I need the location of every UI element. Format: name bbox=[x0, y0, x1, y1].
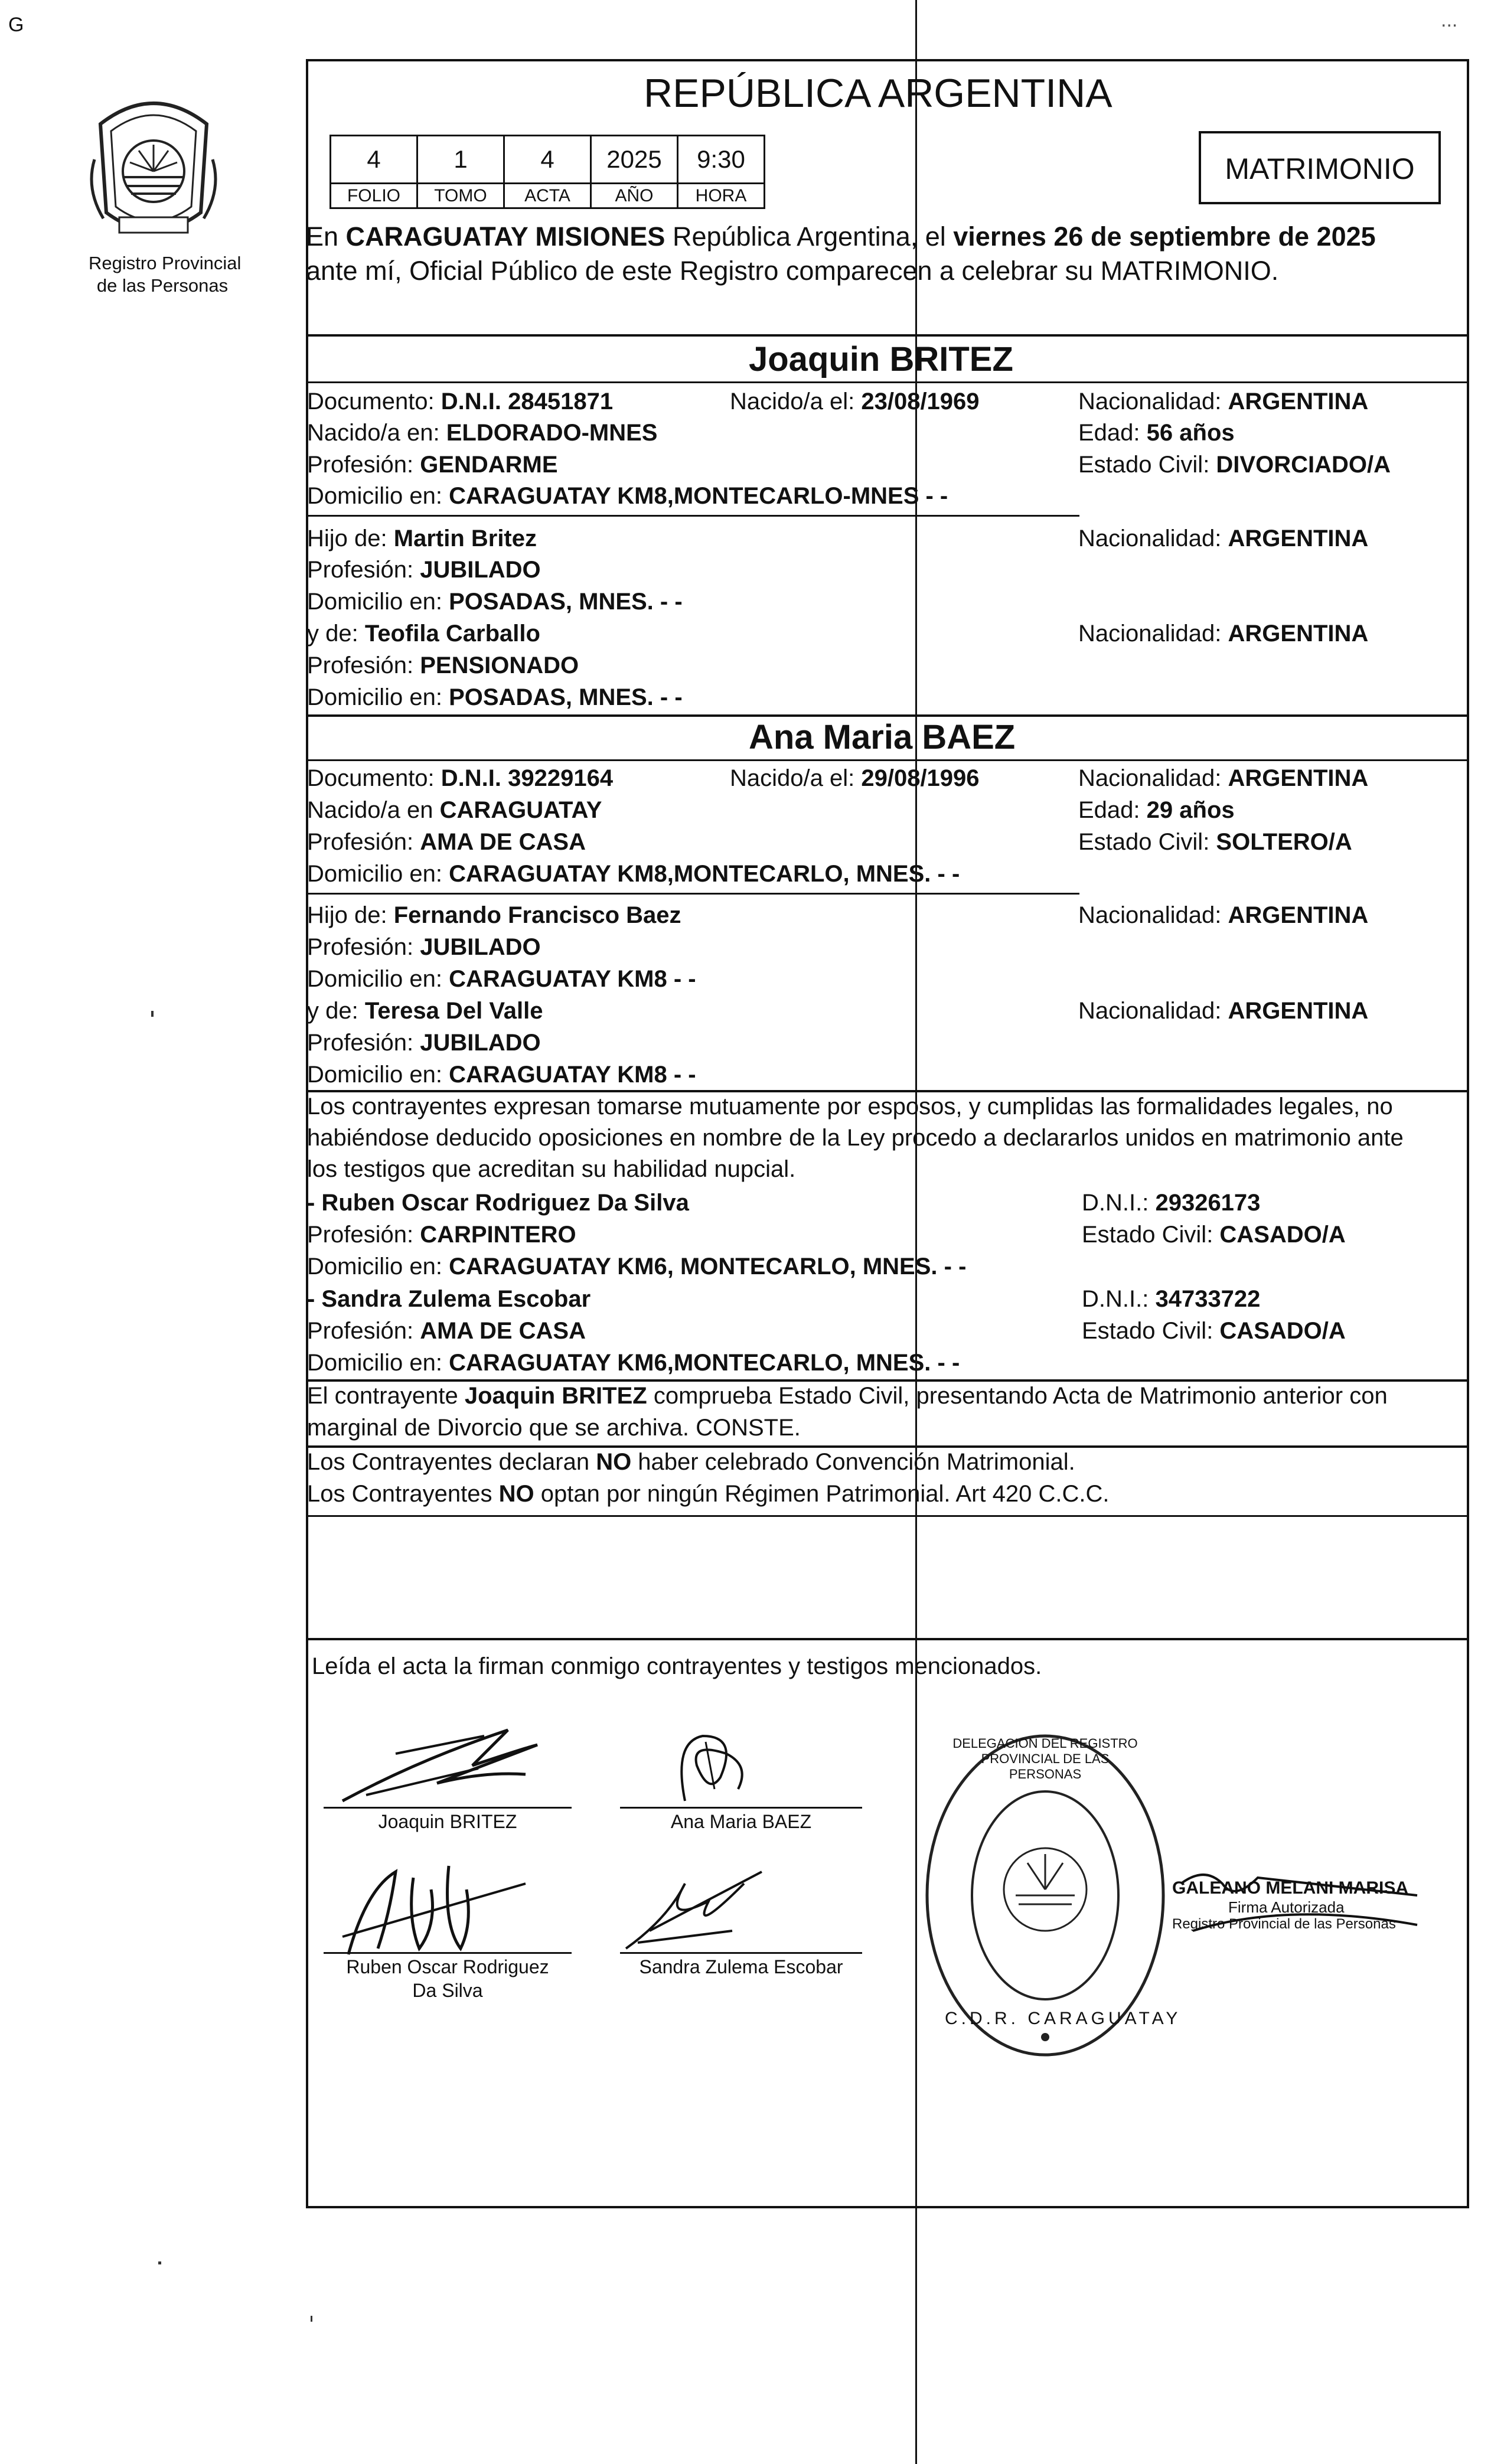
hora-label: HORA bbox=[677, 182, 765, 209]
divider bbox=[306, 515, 1079, 517]
witness-1-civil-status: Estado Civil: CASADO/A bbox=[1082, 1222, 1346, 1248]
groom-father-profession: Profesión: JUBILADO bbox=[307, 557, 541, 583]
registry-name-line1: Registro Provincial bbox=[89, 253, 242, 273]
stray-mark bbox=[158, 2261, 161, 2264]
groom-mother-profession: Profesión: PENSIONADO bbox=[307, 652, 579, 678]
divorce-note-line-2: marginal de Divorcio que se archiva. CONSTE. bbox=[307, 1415, 801, 1441]
anio-label: AÑO bbox=[590, 182, 678, 209]
corner-mark-right: ... bbox=[1441, 9, 1458, 31]
bride-nationality: Nacionalidad: ARGENTINA bbox=[1078, 765, 1369, 791]
bride-signature bbox=[650, 1718, 768, 1807]
bride-father-domicile: Domicilio en: CARAGUATAY KM8 - - bbox=[307, 966, 696, 992]
convention-line-1: Los Contrayentes declaran NO haber celebrado Convención Matrimonial. bbox=[307, 1449, 1075, 1475]
groom-civil-status: Estado Civil: DIVORCIADO/A bbox=[1078, 452, 1391, 478]
witness-1-name: - Ruben Oscar Rodriguez Da Silva bbox=[307, 1190, 689, 1216]
groom-age: Edad: 56 años bbox=[1078, 420, 1235, 446]
witness-1-profession: Profesión: CARPINTERO bbox=[307, 1222, 576, 1248]
groom-signature-name: Joaquin BRITEZ bbox=[378, 1811, 517, 1832]
declaration-line-3: los testigos que acreditan su habilidad nupcial. bbox=[307, 1156, 796, 1182]
witness-2-profession: Profesión: AMA DE CASA bbox=[307, 1318, 586, 1344]
groom-birthplace: Nacido/a en: ELDORADO-MNES bbox=[307, 420, 658, 446]
official-registry: Registro Provincial de las Personas bbox=[1172, 1916, 1396, 1932]
groom-birth-date: Nacido/a el: 23/08/1969 bbox=[730, 389, 980, 415]
convention-line-2: Los Contrayentes NO optan por ningún Régimen Patrimonial. Art 420 C.C.C. bbox=[307, 1481, 1110, 1507]
closing-statement: Leída el acta la firman conmigo contrayentes y testigos mencionados. bbox=[312, 1653, 1042, 1679]
groom-father-nationality: Nacionalidad: ARGENTINA bbox=[1078, 526, 1369, 551]
witness-1-signature-name-line1: Ruben Oscar Rodriguez bbox=[346, 1956, 549, 1977]
corner-mark-left: G bbox=[8, 14, 24, 36]
intro-line-2: ante mí, Oficial Público de este Registro comparecen a celebrar su MATRIMONIO. bbox=[306, 256, 1279, 286]
witness-1-dni: D.N.I.: 29326173 bbox=[1082, 1190, 1261, 1216]
official-title: Firma Autorizada bbox=[1228, 1898, 1345, 1916]
bride-age: Edad: 29 años bbox=[1078, 797, 1235, 823]
declaration-line-2: habiéndose deducido oposiciones en nombre de la Ley procedo a declararlos unidos en matrimonio ante bbox=[307, 1125, 1404, 1151]
stray-mark bbox=[151, 1011, 154, 1017]
bride-birth-date: Nacido/a el: 29/08/1996 bbox=[730, 765, 980, 791]
witness-1-signature-name-line2: Da Silva bbox=[412, 1980, 483, 2001]
acta-label: ACTA bbox=[503, 182, 592, 209]
groom-domicile: Domicilio en: CARAGUATAY KM8,MONTECARLO-MNES - - bbox=[307, 483, 948, 509]
declaration-line-1: Los contrayentes expresan tomarse mutuamente por esposos, y cumplidas las formalidades legales, no bbox=[307, 1094, 1393, 1120]
hora-value: 9:30 bbox=[677, 135, 765, 184]
bride-document: Documento: D.N.I. 39229164 bbox=[307, 765, 614, 791]
acta-value: 4 bbox=[503, 135, 592, 184]
stamp-bottom-text: C.D.R. CARAGUATAY bbox=[945, 2009, 1182, 2028]
official-signature bbox=[1169, 1860, 1429, 1943]
bride-domicile: Domicilio en: CARAGUATAY KM8,MONTECARLO, MNES. - - bbox=[307, 861, 960, 887]
registry-name-line2: de las Personas bbox=[96, 275, 229, 296]
stamp-ring-text: DELEGACION DEL REGISTRO PROVINCIAL DE LAS PERSONAS bbox=[952, 1736, 1138, 1781]
groom-signature bbox=[331, 1712, 579, 1813]
bride-profession: Profesión: AMA DE CASA bbox=[307, 829, 586, 855]
act-type-label: MATRIMONIO bbox=[1225, 152, 1415, 185]
stray-mark bbox=[311, 2316, 312, 2322]
witness-1-domicile: Domicilio en: CARAGUATAY KM6, MONTECARLO, MNES. - - bbox=[307, 1254, 967, 1280]
bride-father: Hijo de: Fernando Francisco Baez bbox=[307, 902, 681, 928]
bride-mother-nationality: Nacionalidad: ARGENTINA bbox=[1078, 998, 1369, 1024]
groom-document: Documento: D.N.I. 28451871 bbox=[307, 389, 614, 415]
groom-mother-nationality: Nacionalidad: ARGENTINA bbox=[1078, 621, 1369, 647]
divider bbox=[306, 381, 1469, 383]
bride-civil-status: Estado Civil: SOLTERO/A bbox=[1078, 829, 1352, 855]
groom-father: Hijo de: Martin Britez bbox=[307, 526, 537, 551]
bride-mother-domicile: Domicilio en: CARAGUATAY KM8 - - bbox=[307, 1062, 696, 1088]
witness-2-name: - Sandra Zulema Escobar bbox=[307, 1286, 591, 1312]
bride-father-profession: Profesión: JUBILADO bbox=[307, 934, 541, 960]
divider bbox=[306, 1515, 1469, 1517]
divider bbox=[306, 1638, 1469, 1640]
witness-2-dni: D.N.I.: 34733722 bbox=[1082, 1286, 1261, 1312]
divider bbox=[306, 334, 1469, 337]
groom-mother-domicile: Domicilio en: POSADAS, MNES. - - bbox=[307, 684, 683, 710]
groom-profession: Profesión: GENDARME bbox=[307, 452, 558, 478]
divider bbox=[306, 759, 1469, 761]
groom-signature-line bbox=[324, 1807, 572, 1809]
witness-2-signature bbox=[614, 1860, 791, 1954]
tomo-label: TOMO bbox=[416, 182, 505, 209]
bride-name-heading: Ana Maria BAEZ bbox=[749, 718, 1016, 756]
registry-seal-logo bbox=[83, 89, 224, 254]
groom-mother: y de: Teofila Carballo bbox=[307, 621, 540, 647]
anio-value: 2025 bbox=[590, 135, 678, 184]
bride-mother-profession: Profesión: JUBILADO bbox=[307, 1030, 541, 1056]
bride-father-nationality: Nacionalidad: ARGENTINA bbox=[1078, 902, 1369, 928]
witness-2-domicile: Domicilio en: CARAGUATAY KM6,MONTECARLO, MNES. - - bbox=[307, 1350, 960, 1376]
bride-mother: y de: Teresa Del Valle bbox=[307, 998, 543, 1024]
groom-father-domicile: Domicilio en: POSADAS, MNES. - - bbox=[307, 589, 683, 615]
witness-2-civil-status: Estado Civil: CASADO/A bbox=[1082, 1318, 1346, 1344]
bride-signature-name: Ana Maria BAEZ bbox=[670, 1811, 812, 1832]
witness-2-signature-line bbox=[620, 1952, 862, 1954]
witness-1-signature-line bbox=[324, 1952, 572, 1954]
groom-nationality: Nacionalidad: ARGENTINA bbox=[1078, 389, 1369, 415]
official-name: GALEANO MELANI MARISA bbox=[1172, 1878, 1408, 1898]
witness-1-signature bbox=[331, 1854, 531, 1960]
groom-name-heading: Joaquin BRITEZ bbox=[749, 340, 1013, 378]
witness-2-signature-name: Sandra Zulema Escobar bbox=[639, 1956, 843, 1977]
folio-value: 4 bbox=[329, 135, 418, 184]
bride-birthplace: Nacido/a en CARAGUATAY bbox=[307, 797, 602, 823]
divorce-note-line-1: El contrayente Joaquin BRITEZ comprueba Estado Civil, presentando Acta de Matrimonio anterior con bbox=[307, 1383, 1388, 1409]
folio-label: FOLIO bbox=[329, 182, 418, 209]
tomo-value: 1 bbox=[416, 135, 505, 184]
divider bbox=[306, 893, 1079, 895]
page-title: REPÚBLICA ARGENTINA bbox=[644, 71, 1112, 116]
intro-line-1: En CARAGUATAY MISIONES República Argentina, el viernes 26 de septiembre de 2025 bbox=[306, 221, 1376, 252]
bride-signature-line bbox=[620, 1807, 862, 1809]
